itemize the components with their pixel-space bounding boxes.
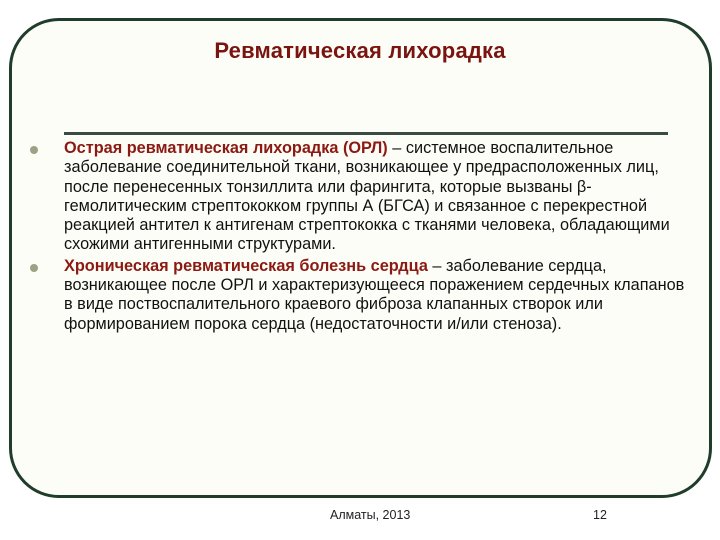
bullet-item-acute-rheumatic-fever	[28, 139, 688, 255]
bullet-dot-icon	[30, 264, 38, 272]
bullet-dot-icon	[30, 146, 38, 154]
footer-city-year: Алматы, 2013	[330, 508, 411, 522]
bullet-item-chronic-rheumatic-heart-disease	[28, 257, 688, 334]
bullet-term: Острая ревматическая лихорадка (ОРЛ)	[64, 139, 388, 157]
footer-page-number: 12	[593, 508, 607, 522]
title-divider	[64, 132, 668, 135]
slide-title: Ревматическая лихорадка	[214, 38, 506, 63]
bullet-text: – заболевание сердца, возникающее после ОРЛ и характеризующееся поражением сердечных клапанов в виде поствоспалительного краевого фиброза клапанных створок или формированием порока сердца (недостаточности и/или стеноза).	[64, 256, 685, 333]
bullet-term: Хроническая ревматическая болезнь сердца	[64, 256, 428, 275]
bullet-list	[28, 139, 688, 336]
bullet-text: – системное воспалительное заболевание соединительной ткани, возникающее у предрасположенных лиц, после перенесенных тонзиллита или фарингита, которые вызваны β-гемолитическим стрептококком группы А (БГСА) и связанное с перекрестной реакцией антител к антигенам стрептококка с тканями человека, обладающими схожими антигенными структурами.	[64, 139, 670, 254]
